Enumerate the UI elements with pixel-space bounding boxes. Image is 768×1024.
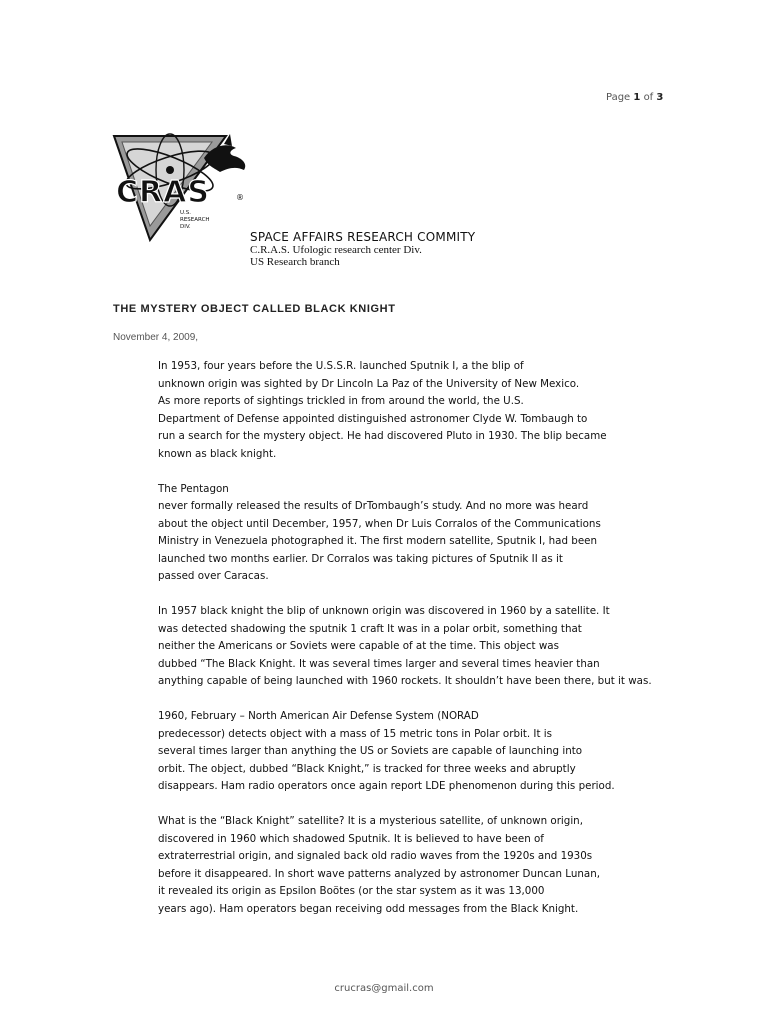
text-line: Department of Defense appointed distinguished astronomer Clyde W. Tombaugh to bbox=[158, 412, 588, 425]
text-line: passed over Caracas. bbox=[158, 570, 269, 582]
paragraph-4 bbox=[158, 708, 678, 796]
logo-sub-3: DIV. bbox=[180, 224, 191, 230]
paragraph-3 bbox=[158, 603, 678, 691]
text-line: In 1957 black knight the blip of unknown origin was discovered in 1960 by a satellite. It bbox=[158, 605, 610, 617]
logo-text: CRAS bbox=[116, 175, 210, 210]
page-number bbox=[606, 92, 663, 103]
page-total: 3 bbox=[656, 92, 664, 103]
organization-branch: US Research branch bbox=[250, 256, 340, 268]
text-line: disappears. Ham radio operators once again report LDE phenomenon during this period. bbox=[158, 780, 615, 792]
logo-sub-2: RESEARCH bbox=[180, 217, 210, 223]
text-line: before it disappeared. In short wave patterns analyzed by astronomer Duncan Lunan, bbox=[158, 867, 601, 880]
text-line: years ago). Ham operators began receiving odd messages from the Black Knight. bbox=[158, 902, 579, 915]
text-line: launched two months earlier. Dr Corralos was taking pictures of Sputnik II as it bbox=[158, 552, 563, 565]
paragraph-2 bbox=[158, 481, 678, 586]
text-line: The Pentagon bbox=[158, 482, 229, 495]
footer-email: crucras@gmail.com bbox=[334, 983, 434, 994]
text-line: unknown origin was sighted by Dr Lincoln La Paz of the University of New Mexico. bbox=[158, 377, 580, 390]
organization-block bbox=[250, 230, 475, 268]
paragraph-5 bbox=[158, 813, 678, 918]
text-line: What is the “Black Knight” satellite? It is a mysterious satellite, of unknown origin, bbox=[158, 815, 583, 827]
text-line: extraterrestrial origin, and signaled back old radio waves from the 1920s and 1930s bbox=[158, 850, 593, 862]
paragraph-1 bbox=[158, 358, 678, 463]
text-line: several times larger than anything the US or Soviets are capable of launching into bbox=[158, 745, 583, 757]
text-line: orbit. The object, dubbed “Black Knight,” is tracked for three weeks and abruptly bbox=[158, 762, 576, 775]
organization-name: SPACE AFFAIRS RESEARCH COMMITY bbox=[250, 230, 476, 244]
text-line: was detected shadowing the sputnik 1 craft It was in a polar orbit, something that bbox=[158, 622, 582, 635]
logo-registered: ® bbox=[236, 193, 244, 202]
text-line: about the object until December, 1957, when Dr Luis Corralos of the Communications bbox=[158, 517, 601, 530]
text-line: never formally released the results of DrTombaugh’s study. And no more was heard bbox=[158, 500, 589, 512]
text-line: neither the Americans or Soviets were capable of at the time. This object was bbox=[158, 640, 559, 652]
document-title: THE MYSTERY OBJECT CALLED BLACK KNIGHT bbox=[113, 303, 396, 315]
text-line: it revealed its origin as Epsilon Boötes (or the star system as it was 13,000 bbox=[158, 885, 545, 897]
logo-sub-1: U.S. bbox=[180, 210, 192, 216]
article-body bbox=[158, 358, 678, 936]
text-line: dubbed “The Black Knight. It was several times larger and several times heavier than bbox=[158, 657, 600, 670]
text-line: known as black knight. bbox=[158, 447, 277, 460]
text-line: discovered in 1960 which shadowed Sputnik. It is believed to have been of bbox=[158, 832, 544, 845]
text-line: As more reports of sightings trickled in from around the world, the U.S. bbox=[158, 395, 524, 407]
text-line: 1960, February – North American Air Defense System (NORAD bbox=[158, 710, 479, 722]
text-line: In 1953, four years before the U.S.S.R. launched Sputnik I, a the blip of bbox=[158, 360, 524, 372]
text-line: run a search for the mystery object. He had discovered Pluto in 1930. The blip became bbox=[158, 430, 607, 442]
text-line: anything capable of being launched with 1960 rockets. It shouldn’t have been there, but it was. bbox=[158, 675, 652, 687]
cras-logo bbox=[108, 128, 258, 246]
text-line: Ministry in Venezuela photographed it. The first modern satellite, Sputnik I, had been bbox=[158, 535, 598, 547]
text-line: predecessor) detects object with a mass of 15 metric tons in Polar orbit. It is bbox=[158, 727, 552, 740]
document-date: November 4, 2009, bbox=[113, 332, 199, 343]
page-of: of bbox=[643, 92, 654, 103]
page-current: 1 bbox=[633, 92, 641, 103]
organization-division: C.R.A.S. Ufologic research center Div. bbox=[250, 244, 422, 256]
page-prefix: Page bbox=[606, 92, 631, 103]
